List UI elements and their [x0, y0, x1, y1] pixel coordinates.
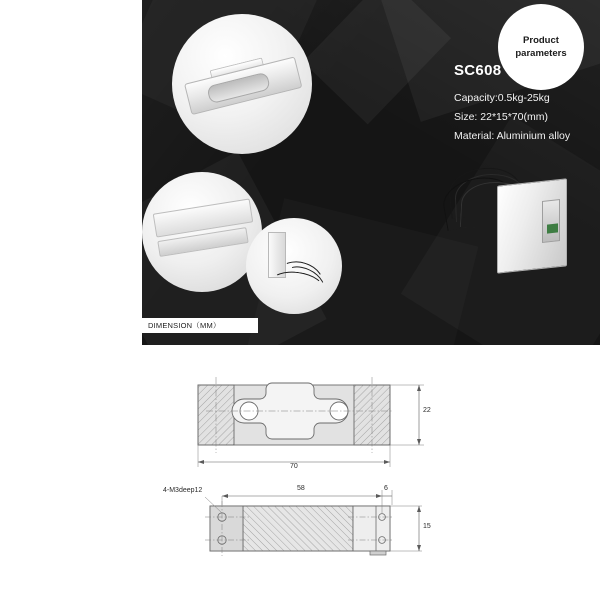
product-photo-main: [172, 14, 312, 154]
badge-line-1: Product: [523, 35, 559, 46]
top-view-length-label: 70: [290, 463, 298, 470]
technical-drawing: [0, 345, 600, 600]
connector-face: [542, 199, 560, 243]
banner-white-margin: [0, 0, 150, 345]
connector-green-pad: [547, 223, 558, 233]
product-photo-parts: [142, 172, 262, 292]
dimension-bar: [142, 318, 258, 333]
spec-size: Size: 22*15*70(mm): [454, 111, 548, 123]
side-view-offset-label: 6: [384, 485, 388, 492]
load-cell-illustration: [182, 49, 302, 121]
top-view-width-label: 22: [423, 407, 431, 414]
thread-note-label: 4-M3deep12: [163, 487, 203, 494]
spec-capacity: Capacity:0.5kg-25kg: [454, 92, 550, 104]
side-view-length-label: 58: [297, 485, 305, 492]
product-photo-cable: [246, 218, 342, 314]
product-spec-text: [454, 62, 570, 146]
load-cell-cutout: [206, 72, 271, 104]
spec-material: Material: Aluminium alloy: [454, 130, 571, 142]
dimension-bar-label: DIMENSION（MM）: [148, 321, 221, 330]
side-view-height-label: 15: [423, 523, 431, 530]
badge-text: [498, 34, 584, 60]
product-model: SC608: [454, 62, 502, 79]
product-photo-connector: [497, 160, 565, 268]
badge-line-2: parameters: [515, 48, 567, 59]
drawing-svg: [0, 345, 600, 600]
banner-dark-panel: [142, 0, 600, 345]
